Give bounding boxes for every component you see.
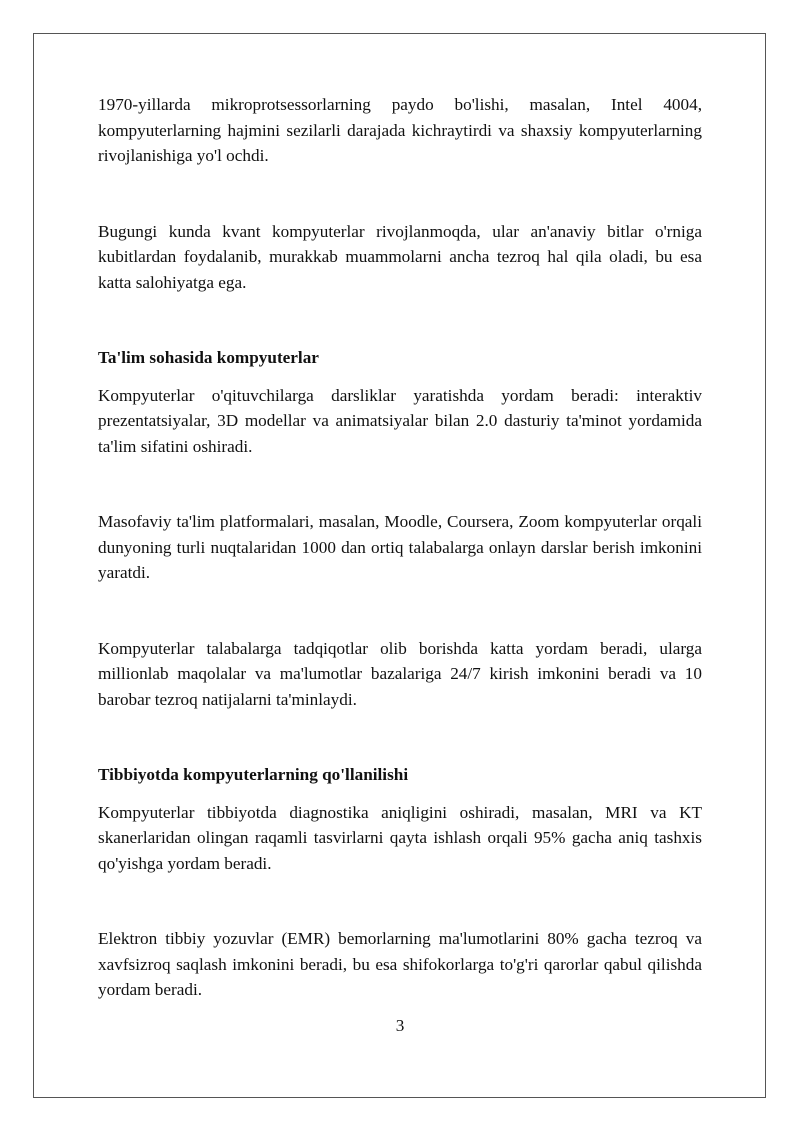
paragraph-diagnostics: Kompyuterlar tibbiyotda diagnostika aniqligini oshiradi, masalan, MRI va KT skanerlaridan olingan raqamli tasvirlarni qayta ishlash orqali 95% gacha aniq tashxis qo'yishga yordam beradi. [98, 802, 702, 873]
paragraph-research: Kompyuterlar talabalarga tadqiqotlar olib borishda katta yordam beradi, ularga millionlab maqolalar va ma'lumotlar bazalariga 24/7 kirish imkonini beradi va 10 barobar tezroq natijalarni ta'minlaydi. [98, 638, 702, 709]
document-body [98, 92, 702, 1003]
page-number: 3 [395, 1016, 405, 1035]
paragraph-teachers: Kompyuterlar o'qituvchilarga darsliklar yaratishda yordam beradi: interaktiv prezentatsiyalar, 3D modellar va animatsiyalar bilan 2.0 dasturiy ta'minot yordamida ta'lim sifatini oshiradi. [98, 385, 702, 456]
section-heading-medicine: Tibbiyotda kompyuterlarning qo'llanilishi [98, 765, 409, 784]
paragraph-distance-learning: Masofaviy ta'lim platformalari, masalan, Moodle, Coursera, Zoom kompyuterlar orqali dunyoning turli nuqtalaridan 1000 dan ortiq talabalarga onlayn darslar berish imkonini yaratdi. [98, 512, 702, 582]
section-heading-education: Ta'lim sohasida kompyuterlar [98, 348, 319, 367]
paragraph-quantum-computers: Bugungi kunda kvant kompyuterlar rivojlanmoqda, ular an'anaviy bitlar o'rniga kubitlardan foydalanib, murakkab muammolarni ancha tezroq hal qila oladi, bu esa katta salohiyatga ega. [98, 221, 702, 292]
paragraph-microprocessors: 1970-yillarda mikroprotsessorlarning paydo bo'lishi, masalan, Intel 4004, kompyuterlarning hajmini sezilarli darajada kichraytirdi va shaxsiy kompyuterlarning rivojlanishiga yo'l ochdi. [98, 95, 702, 165]
paragraph-emr: Elektron tibbiy yozuvlar (EMR) bemorlarning ma'lumotlarini 80% gacha tezroq va xavfsizroq saqlash imkonini beradi, bu esa shifokorlarga to'g'ri qarorlar qabul qilishda yordam beradi. [98, 929, 702, 999]
